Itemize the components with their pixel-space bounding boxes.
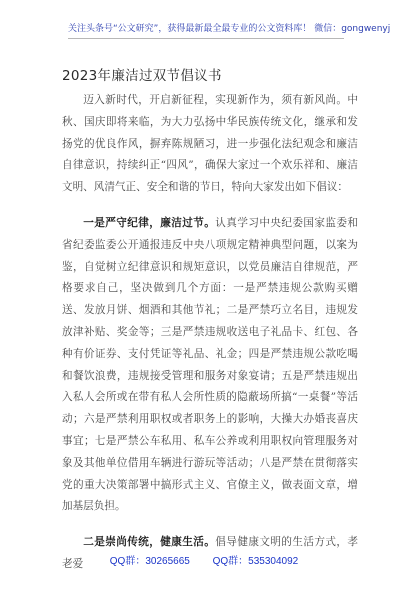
section-2-heading: 二是崇尚传统，健康生活。 <box>83 536 216 549</box>
section-1-text: 认真学习中央纪委国家监委和省纪委监委公开通报违反中央八项规定精神典型问题，以案为鉴，自觉树立纪律意识和规矩意识，以党员廉洁自律规范，严格要求自己，坚决做到几个方面：一是严禁违规公款购买赠送、发放月饼、烟酒和其他节礼；二是严禁巧立名目，违规发放津补贴、奖金等；三是严禁违规收送电子礼品卡、红包、各种有价证券、支付凭证等礼品、礼金；四是严禁违规公款吃喝和餐饮浪费，违规接受管理和服务对象宴请；五是严禁违规出入私人会所或在带有私人会所性质的隐蔽场所搞“一桌餐”等活动；六是严禁利用职权或者职务上的影响，大操大办婚丧喜庆事宜；七是严禁公车私用、私车公养或利用职权向管理服务对象及其他单位借用车辆进行游玩等活动；八是严禁在贯彻落实党的重大决策部署中搞形式主义、官僚主义，做表面文章，增加基层负担。 <box>62 216 358 513</box>
intro-paragraph: 迈入新时代，开启新征程，实现新作为，须有新风尚。中秋、国庆即将来临，为大力弘扬中华民族传统文化，继承和发扬党的优良作风，摒弃陈规陋习，进一步强化法纪观念和廉洁自律意识，持续纠正“四风”，确保大家过一个欢乐祥和、廉洁文明、风清气正、安全和谐的节日，特向大家发出如下倡议： <box>62 94 358 194</box>
footer <box>0 552 408 567</box>
header-banner <box>68 22 391 39</box>
document-body <box>62 90 358 590</box>
header-banner-link[interactable]: 关注头条号“公文研究”，获得最新最全最专业的公文资料库！ 微信：gongwenyj <box>68 24 391 34</box>
footer-qq-group-2: QQ群：535304092 <box>212 556 299 567</box>
section-1-paragraph <box>62 213 358 518</box>
footer-qq-group-1: QQ群：30265665 <box>109 556 190 567</box>
section-2-text: 倡导健康文明的生活方式，孝老爱 <box>62 536 358 570</box>
section-1-heading: 一是严守纪律，廉洁过节。 <box>83 216 216 229</box>
document-title: 2023年廉洁过双节倡议书 <box>62 68 222 84</box>
